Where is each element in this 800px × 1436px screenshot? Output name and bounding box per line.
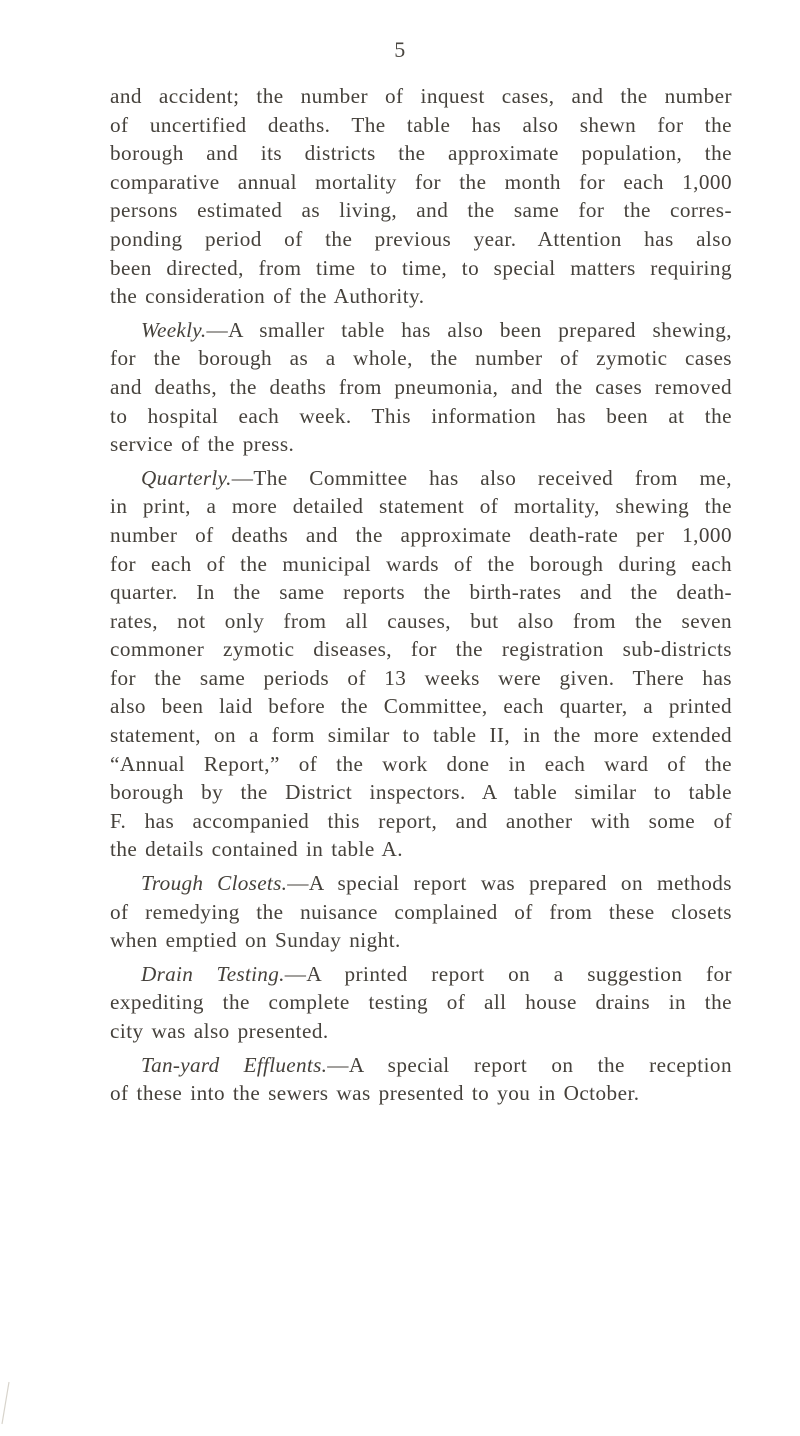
text-line: the details contained in table A. [110, 837, 403, 862]
text-line: “Annual Report,” of the work done in each ward of the [110, 751, 732, 776]
text-line: quarter. In the same reports the birth-rates and the death- [110, 580, 732, 605]
body-text [110, 82, 732, 1108]
paragraph-trough-closets [110, 869, 732, 955]
text-line: the consideration of the Authority. [110, 284, 425, 309]
text-line [110, 316, 732, 345]
text-line: in print, a more detailed statement of mortality, shewing the [110, 494, 732, 519]
text-line: commoner zymotic diseases, for the registration sub-districts [110, 637, 732, 662]
text-line: of remedying the nuisance complained of from these closets [110, 899, 732, 924]
text-line: city was also presented. [110, 1019, 329, 1043]
text-run: —The Committee has also received from me, [231, 465, 732, 490]
section-heading-weekly: Weekly. [141, 317, 207, 342]
text-line: for the borough as a whole, the number of zymotic cases [110, 346, 732, 371]
text-line: number of deaths and the approximate death-rate per 1,000 [110, 522, 732, 547]
text-run: —A printed report on a suggestion for [284, 961, 732, 986]
section-heading-tan-yard-effluents: Tan-yard Effluents. [141, 1052, 328, 1077]
text-line [110, 1051, 732, 1080]
page-edge-mark [0, 1376, 12, 1426]
text-line: borough by the District inspectors. A table similar to table [110, 780, 732, 805]
section-heading-drain-testing: Drain Testing. [141, 961, 285, 986]
text-line [110, 960, 732, 989]
paragraph-quarterly [110, 464, 732, 864]
text-line: to hospital each week. This information has been at the [110, 403, 732, 428]
text-line: of these into the sewers was presented to you in October. [110, 1081, 640, 1106]
paragraph-tan-yard-effluents [110, 1051, 732, 1108]
text-line: comparative annual mortality for the month for each 1,000 [110, 169, 732, 194]
text-line: when emptied on Sunday night. [110, 928, 401, 953]
paragraph-mortality-table [110, 82, 732, 311]
text-line: persons estimated as living, and the same for the corres- [110, 198, 732, 223]
text-line: borough and its districts the approximate population, the [110, 141, 732, 166]
text-run: —A special report was prepared on methods [287, 871, 732, 896]
text-line: service of the press. [110, 432, 295, 457]
text-line: rates, not only from all causes, but also from the seven [110, 608, 732, 633]
text-line [110, 869, 732, 898]
text-run: —A special report on the reception [327, 1052, 732, 1077]
section-heading-quarterly: Quarterly. [141, 465, 232, 490]
text-line [110, 464, 732, 493]
text-line: been directed, from time to time, to special matters requiring [110, 255, 732, 280]
text-line: statement, on a form similar to table II, in the more extended [110, 723, 732, 748]
page-number: 5 [394, 37, 406, 62]
text-line: ponding period of the previous year. Attention has also [110, 226, 732, 251]
text-run: —A smaller table has also been prepared shewing, [206, 317, 732, 342]
text-line: of uncertified deaths. The table has also shewn for the [110, 112, 732, 137]
text-line: and deaths, the deaths from pneumonia, and the cases removed [110, 374, 732, 399]
paragraph-weekly [110, 316, 732, 459]
text-line: expediting the complete testing of all house drains in the [110, 990, 732, 1015]
text-line: also been laid before the Committee, each quarter, a printed [110, 694, 732, 719]
section-heading-trough-closets: Trough Closets. [141, 871, 288, 896]
text-line: for the same periods of 13 weeks were given. There has [110, 665, 732, 690]
text-line: for each of the municipal wards of the borough during each [110, 551, 732, 576]
paragraph-drain-testing [110, 960, 732, 1046]
text-line: and accident; the number of inquest cases, and the number [110, 84, 732, 108]
text-line: F. has accompanied this report, and another with some of [110, 808, 732, 833]
